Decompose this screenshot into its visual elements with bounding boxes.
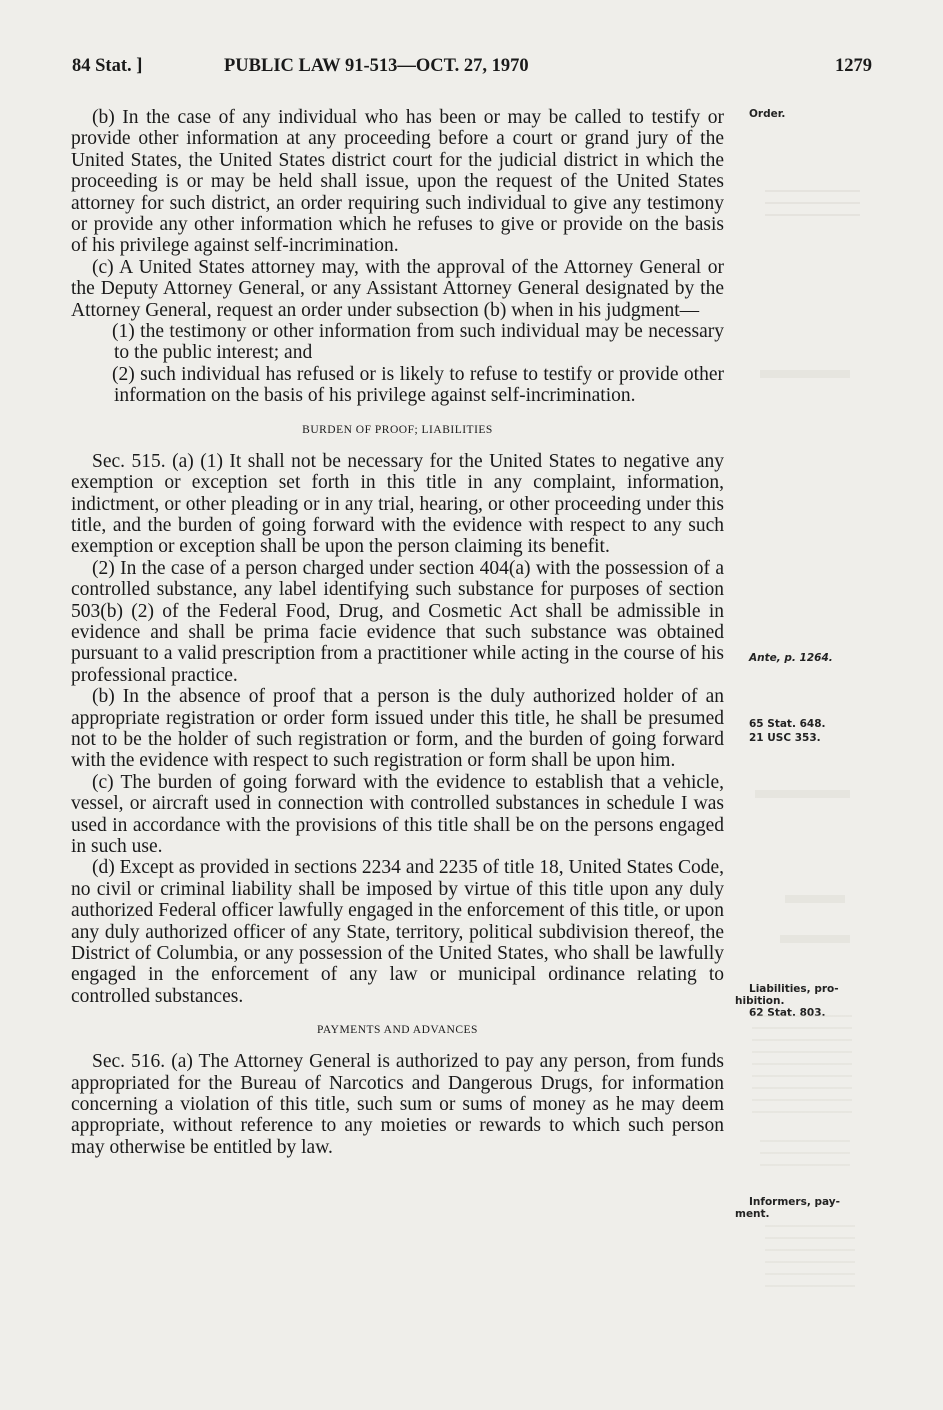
paragraph-514-b: (b) In the case of any individual who has been or may be called to testify or provide other information at any proceeding before a court or grand jury of the United States, the United States district court for the judicial district in which the proceeding is or may be held shall issue, upon the request of the United States attorney for such district, an order requiring such individual to give any testimony or provide any other information which he refuses to give or provide on the basis of his privilege against self-incrimination. (71, 107, 724, 257)
paragraph-515-a-1: Sec. 515. (a) (1) It shall not be necessary for the United States to negative any exemption or exception set forth in this title in any complaint, information, indictment, or other pleading or in any trial, hearing, or other proceeding under this title, and the burden of going forward with the evidence with respect to any such exemption or exception shall be upon the person claiming its benefit. (71, 450, 724, 558)
margin-note-informers (735, 1196, 869, 1220)
margin-note-liabilities-line1: Liabilities, pro- (749, 983, 839, 995)
paragraph-516-a: Sec. 516. (a) The Attorney General is authorized to pay any person, from funds appropriated for the Bureau of Narcotics and Dangerous Drugs, for information concerning a violation of this title, such sum or sums of money as he may deem appropriate, without reference to any moieties or rewards to which such person may otherwise be entitled by law. (71, 1051, 724, 1158)
paragraph-515-d: (d) Except as provided in sections 2234 and 2235 of title 18, United States Code, no civil or criminal liability shall be imposed by virtue of this title upon any duly authorized Federal officer lawfully engaged in the enforcement of this title, or upon any duly authorized officer of any State, territory, political subdivision thereof, the District of Columbia, or any possession of the United States, who shall be lawfully engaged in the enforcement of any law or municipal ordinance relating to controlled substances. (71, 857, 724, 1007)
paragraph-514-c-2: (2) such individual has refused or is likely to refuse to testify or provide other information on the basis of his privilege against self-incrimination. (112, 363, 724, 407)
margin-note-ante-text: Ante, p. 1264. (749, 652, 833, 664)
margin-note-liabilities-line2: hibition. (735, 995, 785, 1007)
page-number: 1279 (835, 56, 872, 76)
margin-note-informers-line2: ment. (735, 1208, 770, 1220)
margin-note-stat-803: 62 Stat. 803. (749, 1007, 826, 1019)
running-header (72, 56, 872, 84)
law-text (71, 107, 724, 1158)
paragraph-515-b: (b) In the absence of proof that a person is the duly authorized holder of an appropriate registration or order form issued under this title, he shall be presumed not to be the holder of such registration or form, and the burden of going forward with the evidence with respect to such registration or form shall be upon him. (71, 686, 724, 772)
paragraph-514-c-1: (1) the testimony or other information from such individual may be necessary to the public interest; and (112, 321, 724, 364)
paragraph-515-c: (c) The burden of going forward with the evidence to establish that a vehicle, vessel, or aircraft used in connection with controlled substances in schedule I was used in accordance with the provisions of this title shall be on the persons engaged in such use. (71, 771, 724, 857)
paragraph-514-c: (c) A United States attorney may, with the approval of the Attorney General or the Deputy Attorney General, or any Assistant Attorney General designated by the Attorney General, request an order under subsection (b) when in his judgment— (71, 256, 724, 321)
margin-note-stat-648: 65 Stat. 648. (749, 718, 826, 730)
public-law-title: PUBLIC LAW 91-513—OCT. 27, 1970 (224, 56, 529, 76)
margin-note-liabilities (735, 983, 869, 1019)
paragraph-515-a-2: (2) In the case of a person charged under section 404(a) with the possession of a controlled substance, any label identifying such substance for purposes of section 503(b) (2) of the Federal Food, Drug, and Cosmetic Act shall be admissible in evidence and shall be prima facie evidence that such substance was obtained pursuant to a valid prescription from a practitioner while acting in the course of his professional practice. (71, 557, 724, 686)
margin-note-order: Order. (749, 108, 786, 120)
margin-note-usc-353: 21 USC 353. (749, 732, 821, 744)
margin-note-informers-line1: Informers, pay- (749, 1196, 840, 1208)
section-heading-516: PAYMENTS AND ADVANCES (317, 1024, 478, 1037)
section-heading-515: BURDEN OF PROOF; LIABILITIES (302, 423, 493, 436)
statute-volume: 84 Stat. ] (72, 56, 143, 76)
margin-note-ante (749, 652, 869, 664)
